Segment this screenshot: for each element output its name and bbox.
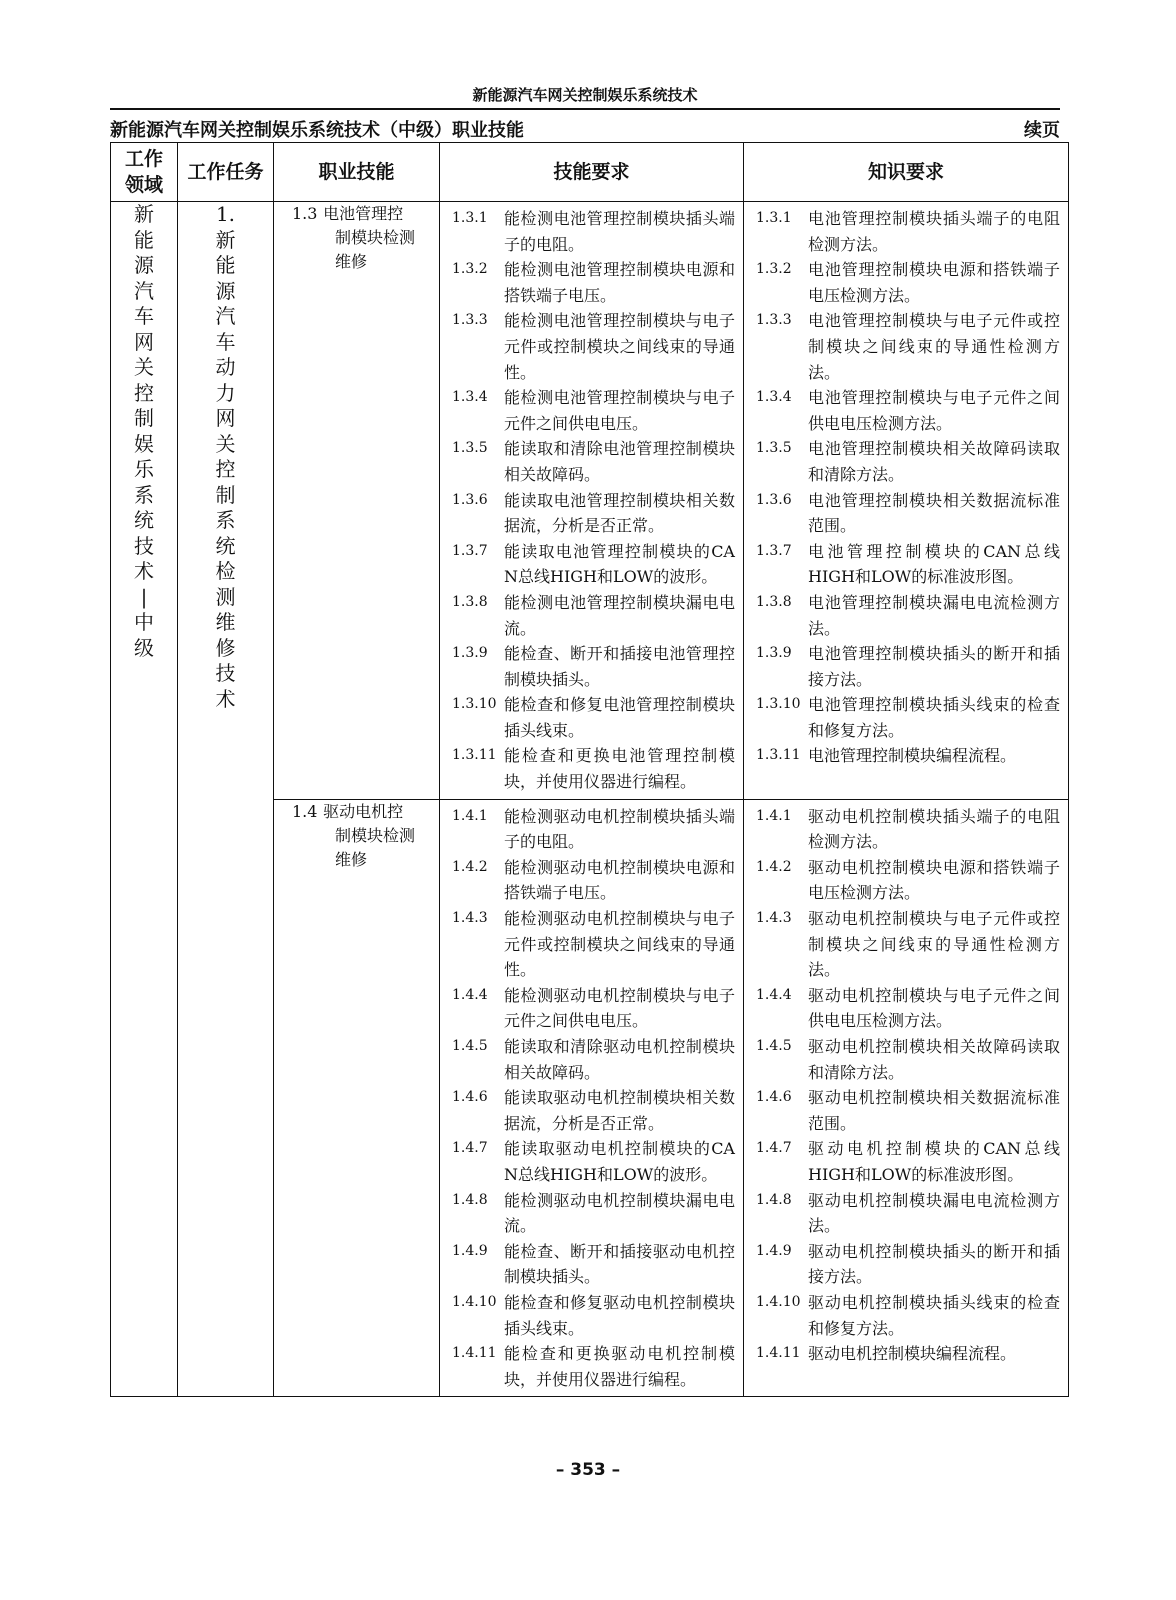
table-row xyxy=(111,202,1069,800)
skill-requirement-text: 能读取驱动电机控制模块相关数据流，分析是否正常。 xyxy=(504,1088,735,1133)
skill-requirement-item xyxy=(452,906,735,983)
vertical-char: 控 xyxy=(134,380,154,405)
knowledge-requirement-item xyxy=(756,804,1060,855)
knowledge-requirement-item xyxy=(756,692,1060,743)
skill-requirement-code: 1.3.6 xyxy=(452,491,488,508)
vertical-char: 动 xyxy=(215,355,236,379)
knowledge-requirement-text: 电池管理控制模块相关故障码读取和清除方法。 xyxy=(808,439,1060,484)
skill-requirement-item xyxy=(452,804,735,855)
vertical-char: 制 xyxy=(215,482,236,507)
skill-requirement-item xyxy=(452,385,735,436)
skill-requirement-item xyxy=(452,1188,735,1239)
skill-requirement-item xyxy=(452,1341,735,1392)
vertical-char: 控 xyxy=(215,457,236,481)
knowledge-requirement-text: 电池管理控制模块与电子元件之间供电电压检测方法。 xyxy=(808,388,1060,433)
knowledge-requirement-code: 1.3.4 xyxy=(756,389,792,406)
vertical-char: 新 xyxy=(134,202,154,226)
skill-number: 1.3 xyxy=(292,204,318,223)
vertical-char: 新 xyxy=(215,227,236,252)
skill-requirement-item xyxy=(452,488,735,539)
vertical-char: 中 xyxy=(134,610,154,634)
skill-requirement-item xyxy=(452,539,735,590)
skill-requirement-text: 能读取驱动电机控制模块的CA N总线HIGH和LOW的波形。 xyxy=(504,1139,735,1184)
skill-name xyxy=(274,202,439,274)
skill-requirement-text: 能检查、断开和插接电池管理控制模块插头。 xyxy=(504,644,735,689)
header-rule xyxy=(110,108,1060,110)
knowledge-requirement-code: 1.4.8 xyxy=(756,1191,792,1208)
skill-requirement-text: 能读取电池管理控制模块的CA N总线HIGH和LOW的波形。 xyxy=(504,541,735,587)
skill-requirement-item xyxy=(452,206,735,257)
knowledge-requirement-text: 电池管理控制模块与电子元件或控制模块之间线束的导通性检测方法。 xyxy=(808,311,1060,382)
knowledge-requirement-item xyxy=(756,436,1060,487)
knowledge-requirement-item xyxy=(756,1239,1060,1290)
knowledge-requirement-text: 驱动电机控制模块插头的断开和插接方法。 xyxy=(808,1241,1060,1287)
knowledge-requirement-text: 电池管理控制模块相关数据流标准范围。 xyxy=(808,490,1060,536)
knowledge-requirement-text: 驱动电机控制模块漏电电流检测方法。 xyxy=(808,1190,1060,1236)
vertical-char: 关 xyxy=(215,431,236,456)
knowledge-requirement-item xyxy=(756,641,1060,692)
skill-requirement-text: 能检测电池管理控制模块与电子元件或控制模块之间线束的导通性。 xyxy=(504,311,735,382)
knowledge-requirement-item xyxy=(756,906,1060,983)
vertical-char: 力 xyxy=(215,380,236,405)
skill-requirement-text: 能检测电池管理控制模块与电子元件之间供电电压。 xyxy=(504,388,735,433)
knowledge-requirement-item xyxy=(756,488,1060,539)
knowledge-requirement-text: 电池管理控制模块漏电电流检测方法。 xyxy=(808,592,1060,638)
vertical-char: 系 xyxy=(134,482,154,507)
skill-requirement-code: 1.4.3 xyxy=(452,910,488,927)
knowledge-requirement-item xyxy=(756,385,1060,436)
task-text xyxy=(178,202,273,712)
skill-requirement-text: 能检测驱动电机控制模块电源和搭铁端子电压。 xyxy=(504,857,735,903)
knowledge-requirement-text: 驱动电机控制模块与电子元件或控制模块之间线束的导通性检测方法。 xyxy=(808,909,1060,980)
knowledge-requirement-text: 电池管理控制模块电源和搭铁端子电压检测方法。 xyxy=(808,260,1060,305)
knowledge-requirement-text: 电池管理控制模块插头端子的电阻检测方法。 xyxy=(808,209,1060,254)
vertical-char: 级 xyxy=(134,635,154,660)
skill-requirement-code: 1.4.2 xyxy=(452,858,488,875)
knowledge-requirement-text: 驱动电机控制模块相关数据流标准范围。 xyxy=(808,1088,1060,1133)
table-title: 新能源汽车网关控制娱乐系统技术（中级）职业技能 xyxy=(110,120,524,141)
vertical-char: 网 xyxy=(134,329,154,354)
vertical-char: 术 xyxy=(134,559,154,583)
vertical-char: 能 xyxy=(215,253,236,277)
table-header-row xyxy=(111,143,1069,202)
vertical-char: 统 xyxy=(215,533,236,558)
knowledge-requirement-item xyxy=(756,855,1060,906)
knowledge-requirements-cell xyxy=(744,202,1069,800)
vertical-char: 制 xyxy=(134,406,154,430)
vertical-char: 1. xyxy=(215,202,236,226)
skill-requirement-text: 能读取和清除驱动电机控制模块相关故障码。 xyxy=(504,1037,735,1082)
knowledge-requirement-code: 1.3.10 xyxy=(756,696,801,713)
knowledge-requirement-item xyxy=(756,1290,1060,1341)
knowledge-requirement-text: 驱动电机控制模块与电子元件之间供电电压检测方法。 xyxy=(808,985,1060,1031)
skill-requirement-text: 能检测电池管理控制模块插头端子的电阻。 xyxy=(504,209,735,254)
knowledge-requirement-text: 驱动电机控制模块相关故障码读取和清除方法。 xyxy=(808,1037,1060,1082)
knowledge-requirement-code: 1.3.8 xyxy=(756,593,792,610)
vertical-char: 车 xyxy=(215,329,236,354)
skill-requirements-cell xyxy=(440,799,744,1397)
table-title-row xyxy=(110,114,1060,144)
knowledge-requirement-item xyxy=(756,539,1060,590)
skill-requirement-item xyxy=(452,692,735,743)
skill-requirements-cell xyxy=(440,202,744,800)
knowledge-requirement-text: 驱动电机控制模块的CAN总线HIGH和LOW的标准波形图。 xyxy=(808,1139,1060,1184)
knowledge-requirement-text: 电池管理控制模块插头线束的检查和修复方法。 xyxy=(808,695,1060,740)
skill-requirement-code: 1.4.7 xyxy=(452,1140,488,1157)
skill-requirement-item xyxy=(452,1290,735,1341)
skill-requirement-code: 1.3.11 xyxy=(452,747,497,764)
task-cell xyxy=(178,202,274,1397)
knowledge-requirement-item xyxy=(756,1034,1060,1085)
header-skill-requirements: 技能要求 xyxy=(440,143,744,202)
knowledge-requirement-code: 1.3.1 xyxy=(756,210,792,226)
knowledge-requirement-text: 驱动电机控制模块插头线束的检查和修复方法。 xyxy=(808,1292,1060,1338)
skill-requirement-text: 能检测驱动电机控制模块插头端子的电阻。 xyxy=(504,806,735,852)
continued-label: 续页 xyxy=(1024,120,1060,141)
skill-requirement-item xyxy=(452,590,735,641)
skill-requirement-code: 1.3.7 xyxy=(452,542,488,559)
skill-requirement-text: 能检测电池管理控制模块漏电电流。 xyxy=(504,592,735,638)
skill-requirement-code: 1.4.11 xyxy=(452,1345,497,1362)
skill-requirement-code: 1.4.9 xyxy=(452,1242,488,1259)
skill-requirement-code: 1.3.4 xyxy=(452,389,488,406)
skill-requirement-code: 1.4.4 xyxy=(452,986,488,1003)
knowledge-requirement-text: 驱动电机控制模块电源和搭铁端子电压检测方法。 xyxy=(808,857,1060,903)
vertical-char: 车 xyxy=(134,304,154,328)
skill-requirement-item xyxy=(452,1034,735,1085)
skill-requirement-code: 1.3.8 xyxy=(452,593,488,610)
vertical-char: 娱 xyxy=(134,431,154,456)
skill-requirement-text: 能检测驱动电机控制模块与电子元件之间供电电压。 xyxy=(504,985,735,1031)
knowledge-requirement-code: 1.3.5 xyxy=(756,440,792,457)
running-head: 新能源汽车网关控制娱乐系统技术 xyxy=(472,86,698,104)
domain-text xyxy=(111,202,177,661)
header-knowledge-requirements: 知识要求 xyxy=(744,143,1069,202)
skill-requirement-text: 能读取电池管理控制模块相关数据流，分析是否正常。 xyxy=(504,490,735,536)
vertical-char: 源 xyxy=(215,278,236,303)
skills-table xyxy=(110,142,1069,1397)
knowledge-requirement-item xyxy=(756,206,1060,257)
skill-requirement-item xyxy=(452,257,735,308)
knowledge-requirement-code: 1.4.4 xyxy=(756,986,792,1003)
vertical-char: 修 xyxy=(215,635,236,660)
skill-requirement-code: 1.4.8 xyxy=(452,1191,488,1208)
skill-requirement-code: 1.4.5 xyxy=(452,1038,488,1054)
knowledge-requirement-item xyxy=(756,743,1060,769)
vertical-char: 汽 xyxy=(215,304,236,328)
skill-cell-1-3 xyxy=(274,202,440,800)
skill-requirement-code: 1.3.3 xyxy=(452,312,488,329)
knowledge-requirement-code: 1.4.1 xyxy=(756,807,792,824)
header-task: 工作任务 xyxy=(178,143,274,202)
skill-requirement-text: 能检测电池管理控制模块电源和搭铁端子电压。 xyxy=(504,260,735,305)
knowledge-requirement-item xyxy=(756,590,1060,641)
skill-requirement-code: 1.4.10 xyxy=(452,1293,497,1310)
vertical-char: | xyxy=(140,584,148,609)
header-domain: 工作领域 xyxy=(111,143,178,202)
header-skill: 职业技能 xyxy=(274,143,440,202)
knowledge-requirements-list xyxy=(744,202,1068,773)
domain-cell xyxy=(111,202,178,1397)
knowledge-requirement-code: 1.4.6 xyxy=(756,1089,792,1106)
knowledge-requirement-text: 驱动电机控制模块插头端子的电阻检测方法。 xyxy=(808,806,1060,852)
knowledge-requirement-code: 1.3.6 xyxy=(756,491,792,508)
skill-name-line2: 制模块检测 xyxy=(335,228,416,247)
knowledge-requirement-item xyxy=(756,257,1060,308)
skill-requirement-code: 1.3.1 xyxy=(452,210,488,226)
skill-requirement-text: 能读取和清除电池管理控制模块相关故障码。 xyxy=(504,439,735,484)
skill-requirement-text: 能检查和修复驱动电机控制模块插头线束。 xyxy=(504,1292,735,1338)
skill-name-line2: 制模块检测 xyxy=(335,825,416,845)
knowledge-requirement-code: 1.4.11 xyxy=(756,1345,801,1362)
skill-requirement-text: 能检查和更换电池管理控制模块，并使用仪器进行编程。 xyxy=(504,746,735,792)
knowledge-requirement-item xyxy=(756,983,1060,1034)
page-number: – 353 – xyxy=(555,1460,621,1480)
skill-requirement-code: 1.4.1 xyxy=(452,807,488,824)
knowledge-requirement-code: 1.3.3 xyxy=(756,312,792,329)
vertical-char: 统 xyxy=(134,508,154,532)
knowledge-requirement-item xyxy=(756,1341,1060,1367)
knowledge-requirement-item xyxy=(756,308,1060,385)
knowledge-requirement-code: 1.4.3 xyxy=(756,910,792,927)
knowledge-requirement-code: 1.4.5 xyxy=(756,1038,792,1054)
vertical-char: 能 xyxy=(134,227,154,252)
skill-name-line1: 电池管理控 xyxy=(323,204,404,223)
knowledge-requirement-item xyxy=(756,1188,1060,1239)
skill-requirement-code: 1.4.6 xyxy=(452,1089,488,1106)
skill-requirement-code: 1.3.2 xyxy=(452,261,488,278)
skill-requirement-text: 能检查和修复电池管理控制模块插头线束。 xyxy=(504,695,735,740)
vertical-char: 技 xyxy=(134,533,154,558)
knowledge-requirement-code: 1.3.7 xyxy=(756,542,792,559)
skill-number: 1.4 xyxy=(292,801,318,821)
knowledge-requirements-list xyxy=(744,800,1068,1371)
vertical-char: 网 xyxy=(215,406,236,430)
knowledge-requirement-text: 电池管理控制模块编程流程。 xyxy=(808,746,1017,766)
knowledge-requirement-text: 电池管理控制模块的CAN总线HIGH和LOW的标准波形图。 xyxy=(808,541,1060,587)
vertical-char: 技 xyxy=(215,661,236,685)
vertical-char: 术 xyxy=(215,686,236,711)
skill-requirement-item xyxy=(452,983,735,1034)
knowledge-requirement-code: 1.4.9 xyxy=(756,1242,792,1259)
skill-requirement-item xyxy=(452,308,735,385)
skill-requirement-text: 能检查和更换驱动电机控制模块，并使用仪器进行编程。 xyxy=(504,1344,735,1389)
skill-requirement-item xyxy=(452,641,735,692)
skill-requirement-code: 1.3.9 xyxy=(452,645,488,662)
knowledge-requirement-code: 1.3.9 xyxy=(756,645,792,662)
knowledge-requirement-text: 驱动电机控制模块编程流程。 xyxy=(808,1344,1017,1364)
skill-requirement-item xyxy=(452,743,735,794)
skill-requirement-text: 能检查、断开和插接驱动电机控制模块插头。 xyxy=(504,1241,735,1287)
skill-name xyxy=(274,800,439,872)
knowledge-requirement-item xyxy=(756,1136,1060,1187)
knowledge-requirement-code: 1.3.11 xyxy=(756,747,801,764)
vertical-char: 维 xyxy=(215,610,236,634)
skill-cell-1-4 xyxy=(274,799,440,1397)
skill-requirement-code: 1.3.5 xyxy=(452,440,488,457)
vertical-char: 检 xyxy=(215,559,236,583)
vertical-char: 关 xyxy=(134,355,154,379)
knowledge-requirement-text: 电池管理控制模块插头的断开和插接方法。 xyxy=(808,644,1060,689)
skill-requirement-item xyxy=(452,855,735,906)
vertical-char: 乐 xyxy=(134,457,154,481)
skill-requirement-item xyxy=(452,1085,735,1136)
knowledge-requirement-code: 1.4.2 xyxy=(756,858,792,875)
skill-requirements-list xyxy=(440,800,743,1397)
knowledge-requirement-code: 1.4.7 xyxy=(756,1140,792,1157)
skill-requirement-code: 1.3.10 xyxy=(452,696,497,713)
skill-requirement-item xyxy=(452,1239,735,1290)
skill-name-line1: 驱动电机控 xyxy=(323,801,404,821)
skill-requirement-text: 能检测驱动电机控制模块与电子元件或控制模块之间线束的导通性。 xyxy=(504,909,735,980)
skill-requirements-list xyxy=(440,202,743,799)
vertical-char: 源 xyxy=(134,253,154,277)
knowledge-requirements-cell xyxy=(744,799,1069,1397)
skill-requirement-text: 能检测驱动电机控制模块漏电电流。 xyxy=(504,1190,735,1236)
skill-name-line3: 维修 xyxy=(335,849,368,869)
knowledge-requirement-item xyxy=(756,1085,1060,1136)
knowledge-requirement-code: 1.4.10 xyxy=(756,1293,801,1310)
vertical-char: 系 xyxy=(215,508,236,532)
knowledge-requirement-code: 1.3.2 xyxy=(756,261,792,278)
vertical-char: 测 xyxy=(215,584,236,609)
skill-requirement-item xyxy=(452,1136,735,1187)
skill-requirement-item xyxy=(452,436,735,487)
vertical-char: 汽 xyxy=(134,278,154,303)
skill-name-line3: 维修 xyxy=(335,252,368,271)
